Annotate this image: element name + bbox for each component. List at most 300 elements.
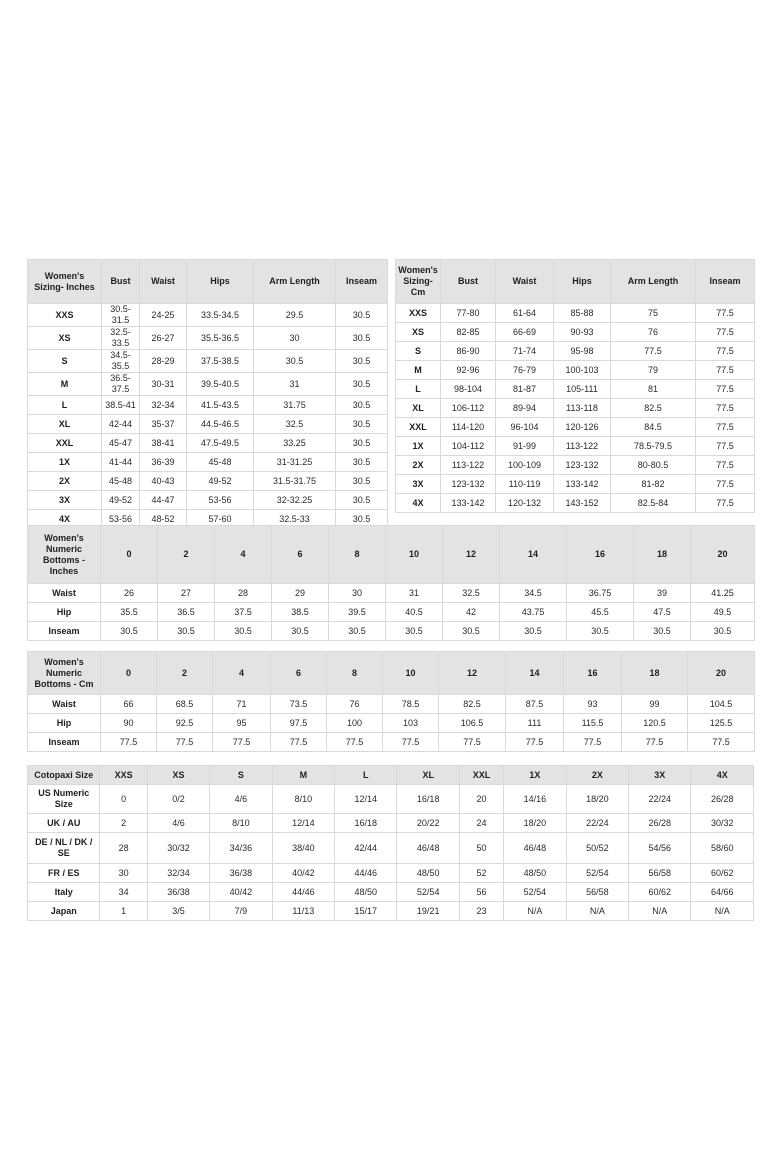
table-cell: 52/54 <box>504 883 566 902</box>
table-cell: 30.5 <box>336 350 388 373</box>
table-cell: 28 <box>215 584 272 603</box>
table-cell: 77.5 <box>327 733 383 752</box>
table-cell: 84.5 <box>611 418 696 437</box>
row-header: XXL <box>396 418 441 437</box>
table-row <box>396 399 755 418</box>
table-cell: 44-47 <box>140 491 187 510</box>
table-cell: 91-99 <box>496 437 554 456</box>
table-cell: 38-41 <box>140 434 187 453</box>
table-cell: 29.5 <box>254 304 336 327</box>
row-header: Waist <box>28 695 101 714</box>
table-cell: 30.5 <box>336 415 388 434</box>
table-cell: 0/2 <box>147 785 209 814</box>
row-header: Italy <box>28 883 100 902</box>
table-cell: 66 <box>101 695 157 714</box>
row-header: DE / NL / DK / SE <box>28 833 100 864</box>
row-header: Japan <box>28 902 100 921</box>
table-cell: 30.5 <box>336 373 388 396</box>
table-cell: 31.75 <box>254 396 336 415</box>
table-cell: 36/38 <box>147 883 209 902</box>
table-cell: 52/54 <box>397 883 459 902</box>
table-row <box>396 323 755 342</box>
table-cell: 8/10 <box>210 814 272 833</box>
table-cell: 77.5 <box>696 323 755 342</box>
table-cell: 26 <box>101 584 158 603</box>
table-cell: 77.5 <box>696 475 755 494</box>
table-cell: 48/50 <box>504 864 566 883</box>
table-cell: 32-34 <box>140 396 187 415</box>
table-cell: 26-27 <box>140 327 187 350</box>
table-row <box>396 494 755 513</box>
table-row <box>396 418 755 437</box>
womens-numeric-bottoms-inches-table <box>27 525 755 641</box>
table-row <box>28 814 754 833</box>
table-cell: 58/60 <box>691 833 754 864</box>
column-header: 20 <box>688 652 755 695</box>
table-cell: 15/17 <box>335 902 397 921</box>
table-cell: 79 <box>611 361 696 380</box>
table-row <box>28 714 755 733</box>
column-header: 4 <box>213 652 271 695</box>
table-cell: 32-32.25 <box>254 491 336 510</box>
table-cell: 103 <box>383 714 439 733</box>
table-cell: 30.5 <box>634 622 691 641</box>
table-cell: 52 <box>459 864 503 883</box>
table-cell: 77.5 <box>696 380 755 399</box>
header-row <box>28 766 754 785</box>
table-cell: 77.5 <box>696 418 755 437</box>
table-cell: 44.5-46.5 <box>187 415 254 434</box>
table-cell: 143-152 <box>554 494 611 513</box>
row-header: 1X <box>28 453 102 472</box>
womens-sizing-cm-table <box>395 259 755 513</box>
table-cell: 98-104 <box>441 380 496 399</box>
table-cell: 81-82 <box>611 475 696 494</box>
column-header: 16 <box>567 526 634 584</box>
table-cell: 30.5 <box>215 622 272 641</box>
table-row <box>28 472 388 491</box>
table-cell: 114-120 <box>441 418 496 437</box>
table-cell: 7/9 <box>210 902 272 921</box>
table-cell: 42/44 <box>335 833 397 864</box>
table-cell: 64/66 <box>691 883 754 902</box>
row-header: M <box>28 373 102 396</box>
column-header: 6 <box>272 526 329 584</box>
table-cell: 4/6 <box>210 785 272 814</box>
womens-sizing-inches-table <box>27 259 388 529</box>
table-cell: 53-56 <box>102 510 140 529</box>
table-cell: 61-64 <box>496 304 554 323</box>
table-cell: 39.5-40.5 <box>187 373 254 396</box>
table-cell: 45.5 <box>567 603 634 622</box>
table-row <box>28 833 754 864</box>
table-cell: 95 <box>213 714 271 733</box>
row-header: 4X <box>396 494 441 513</box>
table-cell: 86-90 <box>441 342 496 361</box>
column-header: 14 <box>500 526 567 584</box>
column-header: Bust <box>102 260 140 304</box>
table-cell: 34.5-35.5 <box>102 350 140 373</box>
column-header: 10 <box>383 652 439 695</box>
table-cell: 50 <box>459 833 503 864</box>
table-cell: 30.5-31.5 <box>102 304 140 327</box>
table-cell: 11/13 <box>272 902 334 921</box>
table-cell: 42 <box>443 603 500 622</box>
column-header: XXS <box>100 766 147 785</box>
table-cell: 34.5 <box>500 584 567 603</box>
table-cell: 120.5 <box>622 714 688 733</box>
row-header: 3X <box>396 475 441 494</box>
header-row <box>396 260 755 304</box>
table-cell: 37.5-38.5 <box>187 350 254 373</box>
column-header: 4 <box>215 526 272 584</box>
womens-numeric-bottoms-cm-table <box>27 651 755 752</box>
table-cell: 87.5 <box>506 695 564 714</box>
table-cell: 73.5 <box>271 695 327 714</box>
table-cell: 36-39 <box>140 453 187 472</box>
table-cell: 76-79 <box>496 361 554 380</box>
table-cell: 27 <box>158 584 215 603</box>
table-cell: 110-119 <box>496 475 554 494</box>
table-cell: 77-80 <box>441 304 496 323</box>
table-cell: 30.5 <box>336 472 388 491</box>
row-header: US Numeric Size <box>28 785 100 814</box>
table-cell: 45-48 <box>102 472 140 491</box>
column-header: Bust <box>441 260 496 304</box>
table-cell: 35.5 <box>101 603 158 622</box>
table-cell: 113-122 <box>554 437 611 456</box>
table-cell: 30.5 <box>386 622 443 641</box>
table-cell: 43.75 <box>500 603 567 622</box>
table-cell: 56/58 <box>566 883 628 902</box>
table-row <box>396 456 755 475</box>
table-cell: 48/50 <box>335 883 397 902</box>
row-header: L <box>28 396 102 415</box>
table-cell: 30 <box>254 327 336 350</box>
table-cell: 71-74 <box>496 342 554 361</box>
row-header: 2X <box>28 472 102 491</box>
table-cell: 44/46 <box>335 864 397 883</box>
table-cell: 8/10 <box>272 785 334 814</box>
table-cell: 30/32 <box>147 833 209 864</box>
table-cell: 28 <box>100 833 147 864</box>
table-cell: 113-118 <box>554 399 611 418</box>
table-cell: 106-112 <box>441 399 496 418</box>
table-cell: 30.5 <box>336 491 388 510</box>
table-row <box>28 434 388 453</box>
table-cell: 57-60 <box>187 510 254 529</box>
row-header: L <box>396 380 441 399</box>
column-header: S <box>210 766 272 785</box>
table-row <box>28 902 754 921</box>
table-cell: 82.5 <box>611 399 696 418</box>
table-cell: 34 <box>100 883 147 902</box>
table-cell: 38.5 <box>272 603 329 622</box>
table-row <box>28 491 388 510</box>
table-cell: 77.5 <box>696 342 755 361</box>
table-cell: 99 <box>622 695 688 714</box>
table-cell: 45-48 <box>187 453 254 472</box>
table-cell: 49-52 <box>187 472 254 491</box>
table-row <box>28 453 388 472</box>
column-header: 6 <box>271 652 327 695</box>
table-cell: N/A <box>691 902 754 921</box>
table-cell: 78.5-79.5 <box>611 437 696 456</box>
table-cell: 36.5-37.5 <box>102 373 140 396</box>
table-cell: 93 <box>564 695 622 714</box>
table-cell: 100-103 <box>554 361 611 380</box>
table-cell: 100 <box>327 714 383 733</box>
table-cell: 46/48 <box>504 833 566 864</box>
table-cell: 26/28 <box>691 785 754 814</box>
table-cell: 30.5 <box>336 327 388 350</box>
table-cell: 120-132 <box>496 494 554 513</box>
table-cell: 36.75 <box>567 584 634 603</box>
table-cell: 66-69 <box>496 323 554 342</box>
table-cell: 96-104 <box>496 418 554 437</box>
table-cell: 18/20 <box>566 785 628 814</box>
column-header: Inseam <box>696 260 755 304</box>
row-header: Inseam <box>28 733 101 752</box>
column-header: XS <box>147 766 209 785</box>
table-cell: 133-142 <box>441 494 496 513</box>
column-header: 14 <box>506 652 564 695</box>
table-cell: 30.5 <box>500 622 567 641</box>
table-cell: 19/21 <box>397 902 459 921</box>
table-cell: 20 <box>459 785 503 814</box>
column-header: Waist <box>140 260 187 304</box>
table-cell: 76 <box>611 323 696 342</box>
column-header: Hips <box>187 260 254 304</box>
row-header: UK / AU <box>28 814 100 833</box>
table-cell: 111 <box>506 714 564 733</box>
table-cell: 81-87 <box>496 380 554 399</box>
table-cell: 45-47 <box>102 434 140 453</box>
table-cell: 0 <box>100 785 147 814</box>
table-cell: 133-142 <box>554 475 611 494</box>
table-cell: 14/16 <box>504 785 566 814</box>
table-row <box>396 437 755 456</box>
table-corner-title: Women's Sizing- Inches <box>28 260 102 304</box>
row-header: Inseam <box>28 622 101 641</box>
table-cell: 30.5 <box>336 396 388 415</box>
table-cell: 32/34 <box>147 864 209 883</box>
table-cell: 48-52 <box>140 510 187 529</box>
table-cell: 77.5 <box>688 733 755 752</box>
table-cell: 97.5 <box>271 714 327 733</box>
table-cell: 1 <box>100 902 147 921</box>
table-row <box>28 622 755 641</box>
column-header: 2X <box>566 766 628 785</box>
table-cell: 30.5 <box>336 434 388 453</box>
table-cell: 78.5 <box>383 695 439 714</box>
table-cell: 24 <box>459 814 503 833</box>
table-corner-title: Cotopaxi Size <box>28 766 100 785</box>
table-cell: 81 <box>611 380 696 399</box>
column-header: M <box>272 766 334 785</box>
table-row <box>28 415 388 434</box>
table-cell: 82-85 <box>441 323 496 342</box>
column-header: 10 <box>386 526 443 584</box>
table-cell: 49.5 <box>691 603 755 622</box>
table-cell: 30.5 <box>254 350 336 373</box>
table-cell: 105-111 <box>554 380 611 399</box>
table-cell: 40.5 <box>386 603 443 622</box>
row-header: XXS <box>28 304 102 327</box>
column-header: 3X <box>629 766 691 785</box>
row-header: M <box>396 361 441 380</box>
table-cell: 30-31 <box>140 373 187 396</box>
table-cell: 30.5 <box>336 453 388 472</box>
table-cell: 41.25 <box>691 584 755 603</box>
table-cell: 77.5 <box>696 399 755 418</box>
table-cell: 2 <box>100 814 147 833</box>
table-cell: 120-126 <box>554 418 611 437</box>
row-header: 3X <box>28 491 102 510</box>
table-cell: 49-52 <box>102 491 140 510</box>
table-row <box>28 695 755 714</box>
table-cell: 77.5 <box>696 304 755 323</box>
table-row <box>396 304 755 323</box>
row-header: XL <box>28 415 102 434</box>
table-cell: 40/42 <box>210 883 272 902</box>
table-cell: 30.5 <box>691 622 755 641</box>
table-row <box>28 304 388 327</box>
table-row <box>396 380 755 399</box>
column-header: 12 <box>443 526 500 584</box>
table-cell: 44/46 <box>272 883 334 902</box>
column-header: 12 <box>439 652 506 695</box>
table-cell: 115.5 <box>564 714 622 733</box>
table-cell: N/A <box>504 902 566 921</box>
table-cell: 123-132 <box>441 475 496 494</box>
table-cell: 82.5-84 <box>611 494 696 513</box>
column-header: XL <box>397 766 459 785</box>
table-cell: 40/42 <box>272 864 334 883</box>
column-header: Inseam <box>336 260 388 304</box>
table-cell: 90-93 <box>554 323 611 342</box>
table-cell: 30/32 <box>691 814 754 833</box>
cotopaxi-size-conversion-table <box>27 765 754 921</box>
row-header: XS <box>28 327 102 350</box>
row-header: XXL <box>28 434 102 453</box>
table-cell: 77.5 <box>696 456 755 475</box>
table-cell: 53-56 <box>187 491 254 510</box>
table-cell: 77.5 <box>101 733 157 752</box>
table-cell: 77.5 <box>611 342 696 361</box>
table-cell: 76 <box>327 695 383 714</box>
row-header: FR / ES <box>28 864 100 883</box>
table-cell: 104-112 <box>441 437 496 456</box>
table-row <box>28 785 754 814</box>
column-header: L <box>335 766 397 785</box>
table-cell: 71 <box>213 695 271 714</box>
row-header: S <box>396 342 441 361</box>
table-cell: 22/24 <box>566 814 628 833</box>
table-cell: 37.5 <box>215 603 272 622</box>
row-header: XL <box>396 399 441 418</box>
table-cell: 77.5 <box>213 733 271 752</box>
table-cell: 47.5-49.5 <box>187 434 254 453</box>
column-header: Arm Length <box>611 260 696 304</box>
table-cell: 60/62 <box>691 864 754 883</box>
table-cell: N/A <box>566 902 628 921</box>
table-cell: 32.5-33 <box>254 510 336 529</box>
table-cell: 30.5 <box>567 622 634 641</box>
table-cell: 12/14 <box>335 785 397 814</box>
column-header: 8 <box>327 652 383 695</box>
table-cell: 20/22 <box>397 814 459 833</box>
table-cell: 46/48 <box>397 833 459 864</box>
table-cell: 32.5 <box>254 415 336 434</box>
table-corner-title: Women's Numeric Bottoms - Inches <box>28 526 101 584</box>
column-header: 0 <box>101 652 157 695</box>
column-header: 0 <box>101 526 158 584</box>
table-cell: 36.5 <box>158 603 215 622</box>
table-row <box>396 361 755 380</box>
table-cell: 29 <box>272 584 329 603</box>
table-cell: 31.5-31.75 <box>254 472 336 491</box>
header-row <box>28 652 755 695</box>
table-cell: 113-122 <box>441 456 496 475</box>
column-header: 1X <box>504 766 566 785</box>
column-header: 2 <box>158 526 215 584</box>
table-cell: 30.5 <box>101 622 158 641</box>
table-cell: 77.5 <box>383 733 439 752</box>
column-header: 16 <box>564 652 622 695</box>
table-cell: 22/24 <box>629 785 691 814</box>
table-cell: 60/62 <box>629 883 691 902</box>
table-cell: N/A <box>629 902 691 921</box>
column-header: Arm Length <box>254 260 336 304</box>
table-cell: 77.5 <box>696 437 755 456</box>
table-cell: 12/14 <box>272 814 334 833</box>
table-cell: 125.5 <box>688 714 755 733</box>
table-cell: 77.5 <box>271 733 327 752</box>
table-cell: 42-44 <box>102 415 140 434</box>
row-header: S <box>28 350 102 373</box>
table-cell: 77.5 <box>564 733 622 752</box>
table-cell: 3/5 <box>147 902 209 921</box>
table-cell: 38/40 <box>272 833 334 864</box>
row-header: 2X <box>396 456 441 475</box>
table-cell: 80-80.5 <box>611 456 696 475</box>
table-cell: 28-29 <box>140 350 187 373</box>
table-cell: 30.5 <box>158 622 215 641</box>
row-header: XXS <box>396 304 441 323</box>
table-cell: 40-43 <box>140 472 187 491</box>
table-cell: 90 <box>101 714 157 733</box>
table-cell: 35-37 <box>140 415 187 434</box>
column-header: 20 <box>691 526 755 584</box>
table-cell: 50/52 <box>566 833 628 864</box>
table-cell: 30.5 <box>272 622 329 641</box>
table-row <box>28 603 755 622</box>
table-cell: 56 <box>459 883 503 902</box>
table-cell: 32.5 <box>443 584 500 603</box>
header-row <box>28 260 388 304</box>
table-cell: 77.5 <box>622 733 688 752</box>
table-cell: 33.5-34.5 <box>187 304 254 327</box>
table-cell: 54/56 <box>629 833 691 864</box>
table-cell: 30.5 <box>443 622 500 641</box>
table-cell: 16/18 <box>397 785 459 814</box>
column-header: 18 <box>634 526 691 584</box>
table-cell: 56/58 <box>629 864 691 883</box>
table-cell: 18/20 <box>504 814 566 833</box>
row-header: 4X <box>28 510 102 529</box>
table-cell: 77.5 <box>696 361 755 380</box>
